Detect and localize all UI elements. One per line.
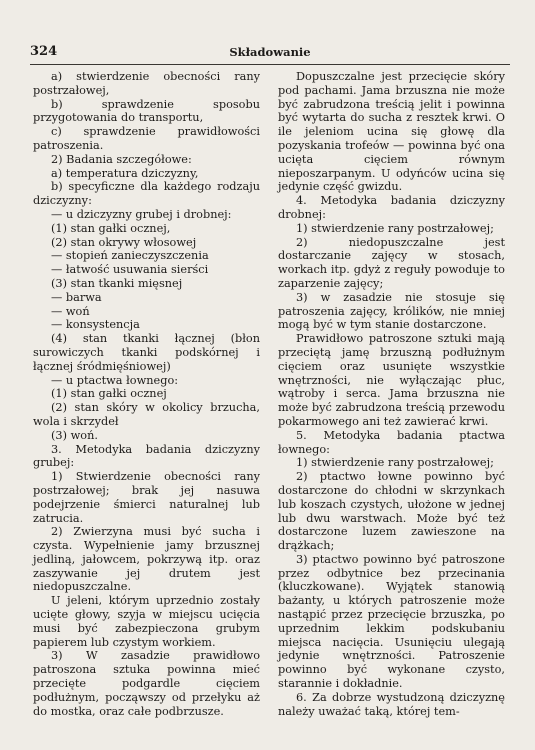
- paragraph: c) sprawdzenie prawidłowości patroszenia.: [33, 125, 260, 152]
- paragraph: 2) Zwierzyna musi być sucha i czysta. Wypełnienie jamy brzusznej jedliną, jałowcem, pokrzywą itp. oraz zaszywanie jej drutem jest niedopuszczalne.: [33, 525, 260, 594]
- paragraph: — stopień zanieczyszczenia: [51, 249, 209, 263]
- paragraph: — u ptactwa łownego:: [51, 373, 179, 387]
- paragraph: a) stwierdzenie obecności rany postrzałowej,: [33, 70, 260, 97]
- paragraph: — u dziczyzny grubej i drobnej:: [51, 207, 232, 221]
- paragraph: 1) stwierdzenie rany postrzałowej;: [296, 456, 494, 470]
- paragraph: — łatwość usuwania sierści: [51, 263, 209, 277]
- paragraph: (1) stan gałki ocznej,: [51, 221, 171, 235]
- page-header: [30, 44, 510, 62]
- paragraph: 1) Stwierdzenie obecności rany postrzałowej; brak jej nasuwa podejrzenie śmierci naturalnej lub zatrucia.: [33, 470, 260, 525]
- paragraph: a) temperatura dziczyzny,: [51, 166, 199, 180]
- paragraph: 2) niedopuszczalne jest dostarczanie zajęcy w stosach, workach itp. gdyż z reguły powoduje to zaparzenie zajęcy;: [278, 235, 505, 290]
- paragraph: Prawidłowo patroszone sztuki mają przeciętą jamę brzuszną podłużnym cięciem oraz usunięte wszystkie wnętrzności, nie wyłączając płuc, wątroby i serca. Jama brzuszna nie może być zabrudzona treścią przewodu pokarmowego ani też zawierać krwi.: [278, 332, 505, 428]
- paragraph: (3) stan tkanki mięsnej: [51, 276, 183, 290]
- paragraph: 2) Badania szczegółowe:: [51, 152, 192, 166]
- header-rule: [30, 64, 510, 65]
- paragraph: b) specyficzne dla każdego rodzaju dziczyzny:: [33, 180, 260, 208]
- paragraph: U jeleni, którym uprzednio zostały ucięte głowy, szyja w miejscu ucięcia musi być zabezpieczona grubym papierem lub czystym workiem.: [33, 594, 260, 649]
- paragraph: 4. Metodyka badania dziczyzny drobnej:: [278, 194, 505, 221]
- paragraph: b) sprawdzenie sposobu przygotowania do transportu,: [33, 97, 260, 125]
- paragraph: — barwa: [51, 290, 102, 304]
- paragraph: 2) ptactwo łowne powinno być dostarczone do chłodni w skrzynkach lub koszach czystych, ułożone w jednej lub dwu warstwach. Może być też dostarczone luzem zawieszone na drążkach;: [278, 470, 505, 553]
- paragraph: 3) w zasadzie nie stosuje się patroszenia zajęcy, królików, nie mniej mogą być w tym stanie dostarczone.: [278, 290, 505, 332]
- paragraph: (4) stan tkanki łącznej (błon surowiczych tkanki podskórnej i łącznej śródmięśniowej): [33, 332, 260, 373]
- paragraph: 3) ptactwo powinno być patroszone przez odbytnice bez przecinania (kluczkowane). Wyjątek stanowią bażanty, u których patroszenie może nastąpić przez przecięcie brzuszka, po uprzednim lekkim podskubaniu miejsca nacięcia. Usunięciu ulegają jedynie wnętrzności. Patroszenie powinno być wykonane czysto, starannie i dokładnie.: [278, 552, 505, 691]
- paragraph: 5. Metodyka badania ptactwa łownego:: [278, 428, 505, 456]
- page-number: 324: [30, 44, 58, 59]
- left-column: [33, 70, 260, 718]
- paragraph: 6. Za dobrze wystudzoną dziczyznę należy uważać taką, której tem-: [278, 690, 505, 718]
- paragraph: 1) stwierdzenie rany postrzałowej;: [296, 221, 494, 235]
- paragraph: (2) stan skóry w okolicy brzucha, wola i skrzydeł: [33, 401, 260, 428]
- right-column: [278, 70, 505, 718]
- paragraph: (2) stan okrywy włosowej: [51, 235, 197, 249]
- paragraph: Dopuszczalne jest przecięcie skóry pod pachami. Jama brzuszna nie może być zabrudzona treścią jelit i powinna być wytarta do sucha z resztek krwi. O ile jeleniom ucina się głowę dla pozyskania trofeów — powinna być ona ucięta cięciem równym nieposzarpanym. U odyńców ucina się jedynie część gwizdu.: [278, 70, 505, 194]
- paragraph: — woń: [51, 304, 90, 318]
- paragraph: 3) W zasadzie prawidłowo patroszona sztuka powinna mieć przecięte podgardle cięciem podłużnym, począwszy od przełyku aż do mostka, oraz całe podbrzusze.: [33, 649, 260, 718]
- paragraph: (1) stan gałki ocznej: [51, 387, 167, 401]
- paragraph: — konsystencja: [51, 318, 140, 332]
- running-title: Składowanie: [229, 45, 311, 59]
- paragraph: (3) woń.: [51, 428, 98, 442]
- paragraph: 3. Metodyka badania dziczyzny grubej:: [33, 442, 260, 470]
